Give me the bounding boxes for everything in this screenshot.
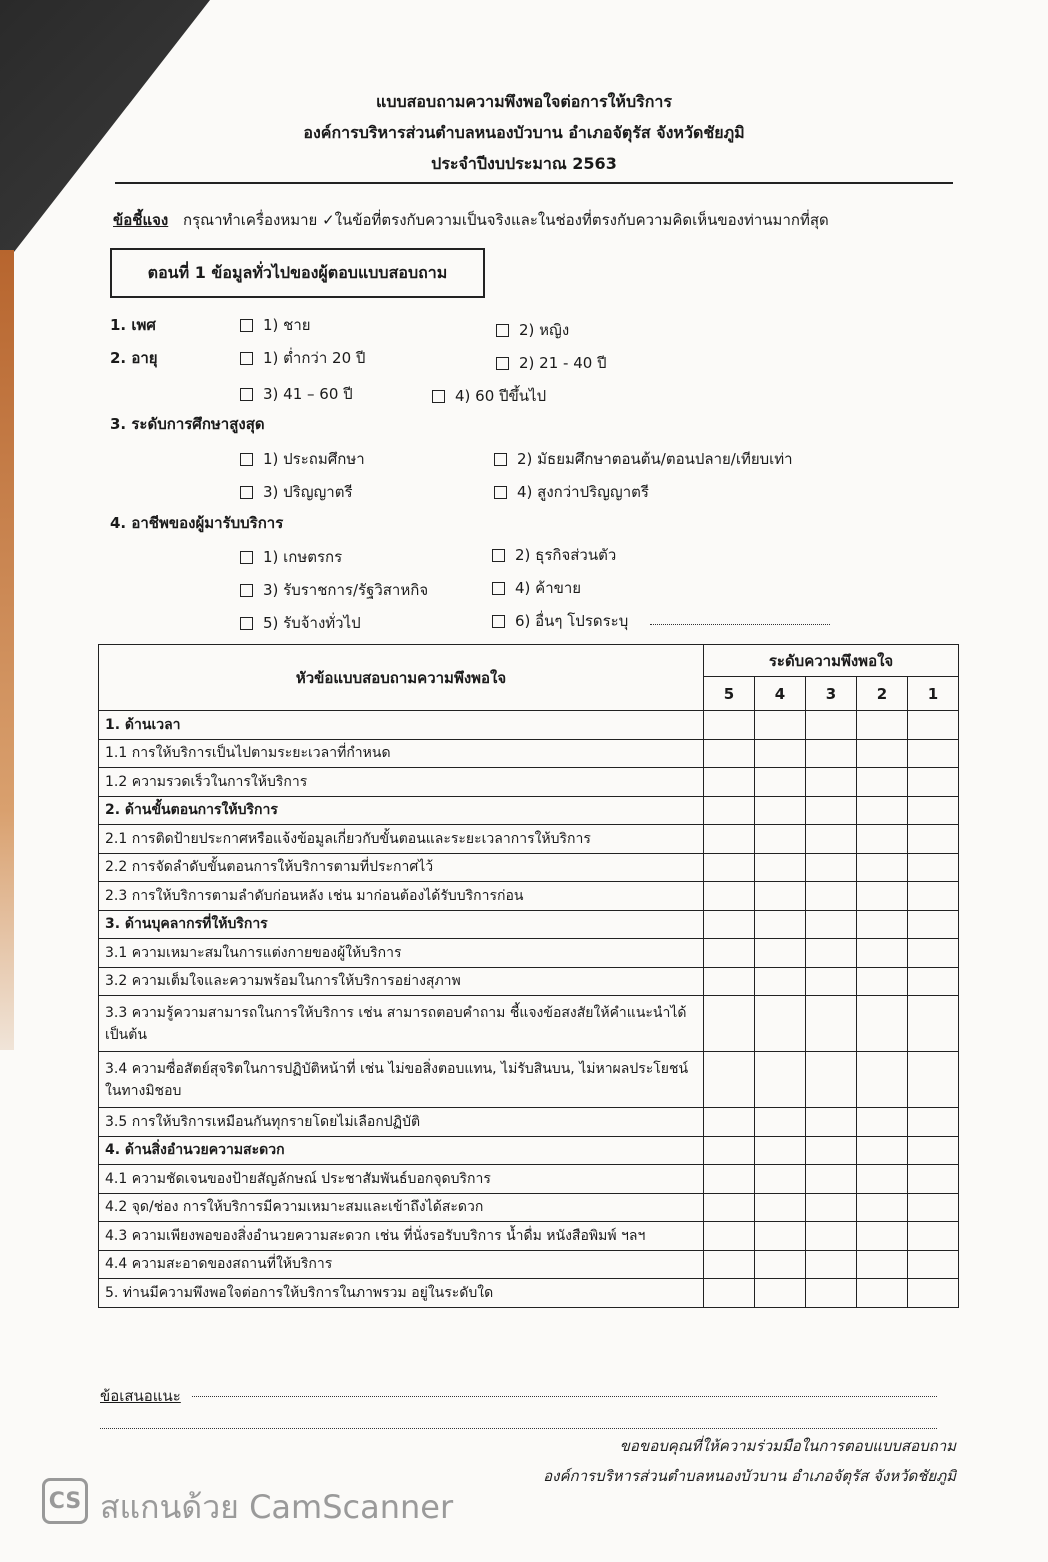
score-header-4: 4 [755, 677, 806, 711]
rating-cell-4[interactable] [755, 1193, 806, 1222]
instructions [113, 208, 829, 232]
rating-cell-1[interactable] [908, 1222, 959, 1251]
rating-cell-5[interactable] [704, 996, 755, 1052]
rating-cell-5[interactable] [704, 853, 755, 882]
rating-cell-3[interactable] [806, 1193, 857, 1222]
q4-label: 4. อาชีพของผู้มารับบริการ [110, 514, 284, 532]
checkbox-icon[interactable] [492, 549, 505, 562]
rating-cell-5[interactable] [704, 882, 755, 911]
row-label: 4.3 ความเพียงพอของสิ่งอำนวยความสะดวก เช่น ที่นั่งรอรับบริการ น้ำดื่ม หนังสือพิมพ์ ฯลฯ [99, 1222, 704, 1251]
q1-label: 1. เพศ [110, 316, 156, 334]
suggestion-line-1[interactable] [192, 1396, 937, 1397]
rating-cell-5[interactable] [704, 1136, 755, 1165]
rating-cell-5[interactable] [704, 1279, 755, 1308]
rating-cell-3[interactable] [806, 1222, 857, 1251]
rating-cell-5[interactable] [704, 1193, 755, 1222]
checkbox-icon[interactable] [496, 324, 509, 337]
rating-cell-3[interactable] [806, 853, 857, 882]
q3-option-1[interactable]: 1) ประถมศึกษา [240, 447, 365, 471]
row-label: 4.1 ความชัดเจนของป้ายสัญลักษณ์ ประชาสัมพันธ์บอกจุดบริการ [99, 1165, 704, 1194]
rating-cell-4[interactable] [755, 1279, 806, 1308]
rating-cell-3[interactable] [806, 939, 857, 968]
rating-cell-3[interactable] [806, 1108, 857, 1137]
row-label: 2.3 การให้บริการตามลำดับก่อนหลัง เช่น มาก่อนต้องได้รับบริการก่อน [99, 882, 704, 911]
rating-cell-4[interactable] [755, 768, 806, 797]
topic-header: หัวข้อแบบสอบถามความพึงพอใจ [99, 645, 704, 711]
rating-cell-1[interactable] [908, 1108, 959, 1137]
rating-cell-5[interactable] [704, 825, 755, 854]
level-header: ระดับความพึงพอใจ [704, 645, 959, 677]
q2-option-2[interactable]: 2) 21 - 40 ปี [496, 351, 607, 375]
suggestion-label: ข้อเสนอแนะ [100, 1387, 181, 1405]
rating-cell-1[interactable] [908, 939, 959, 968]
rating-cell-4[interactable] [755, 711, 806, 740]
rating-cell-1[interactable] [908, 768, 959, 797]
rating-cell-2[interactable] [857, 768, 908, 797]
rating-cell-2[interactable] [857, 1165, 908, 1194]
rating-cell-4[interactable] [755, 1250, 806, 1279]
checkbox-icon[interactable] [432, 390, 445, 403]
row-label: 4. ด้านสิ่งอำนวยความสะดวก [99, 1136, 704, 1165]
checkbox-icon[interactable] [496, 357, 509, 370]
table-row [99, 1222, 959, 1251]
table-row [99, 996, 959, 1052]
rating-cell-5[interactable] [704, 1165, 755, 1194]
rating-cell-2[interactable] [857, 939, 908, 968]
row-label: 4.2 จุด/ช่อง การให้บริการมีความเหมาะสมและเข้าถึงได้สะดวก [99, 1193, 704, 1222]
rating-cell-3[interactable] [806, 1279, 857, 1308]
row-label: 3.1 ความเหมาะสมในการแต่งกายของผู้ให้บริการ [99, 939, 704, 968]
rating-cell-4[interactable] [755, 939, 806, 968]
q3-option-4[interactable]: 4) สูงกว่าปริญญาตรี [494, 480, 649, 504]
row-label: 2.2 การจัดลำดับขั้นตอนการให้บริการตามที่ประกาศไว้ [99, 853, 704, 882]
category-row [99, 910, 959, 939]
rating-cell-2[interactable] [857, 853, 908, 882]
rating-cell-3[interactable] [806, 1136, 857, 1165]
table-row [99, 1108, 959, 1137]
checkbox-icon[interactable] [494, 486, 507, 499]
rating-cell-1[interactable] [908, 1052, 959, 1108]
table-row [99, 1193, 959, 1222]
header-divider [115, 182, 953, 184]
rating-cell-2[interactable] [857, 1052, 908, 1108]
score-header-5: 5 [704, 677, 755, 711]
rating-cell-5[interactable] [704, 739, 755, 768]
checkbox-icon[interactable] [492, 582, 505, 595]
rating-cell-2[interactable] [857, 1250, 908, 1279]
rating-cell-2[interactable] [857, 882, 908, 911]
q4-option-1[interactable]: 1) เกษตรกร [240, 545, 342, 569]
rating-cell-5[interactable] [704, 910, 755, 939]
rating-cell-1[interactable] [908, 739, 959, 768]
row-label: 3.4 ความซื่อสัตย์สุจริตในการปฏิบัติหน้าที่ เช่น ไม่ขอสิ่งตอบแทน, ไม่รับสินบน, ไม่หาผลประโยชน์ในทางมิชอบ [99, 1052, 704, 1108]
rating-cell-4[interactable] [755, 996, 806, 1052]
table-row [99, 825, 959, 854]
title-line-3: ประจำปีงบประมาณ 2563 [431, 154, 617, 173]
category-row [99, 711, 959, 740]
rating-cell-5[interactable] [704, 1052, 755, 1108]
rating-cell-4[interactable] [755, 967, 806, 996]
q1-option-1[interactable]: 1) ชาย [240, 313, 311, 337]
row-label: 3.3 ความรู้ความสามารถในการให้บริการ เช่น สามารถตอบคำถาม ชี้แจงข้อสงสัยให้คำแนะนำได้เป็นต้น [99, 996, 704, 1052]
checkbox-icon[interactable] [240, 584, 253, 597]
rating-cell-3[interactable] [806, 768, 857, 797]
rating-cell-2[interactable] [857, 711, 908, 740]
rating-cell-4[interactable] [755, 1165, 806, 1194]
title-line-2: องค์การบริหารส่วนตำบลหนองบัวบาน อำเภอจัตุรัส จังหวัดชัยภูมิ [303, 123, 745, 142]
table-row [99, 739, 959, 768]
rating-cell-1[interactable] [908, 967, 959, 996]
rating-cell-3[interactable] [806, 967, 857, 996]
rating-cell-3[interactable] [806, 882, 857, 911]
rating-cell-5[interactable] [704, 1250, 755, 1279]
q4-option-5[interactable]: 5) รับจ้างทั่วไป [240, 611, 361, 635]
rating-cell-2[interactable] [857, 1279, 908, 1308]
rating-cell-1[interactable] [908, 853, 959, 882]
table-row [99, 882, 959, 911]
satisfaction-table [98, 644, 959, 1308]
camscanner-logo: CS [42, 1478, 88, 1524]
q3-option-2[interactable]: 2) มัธยมศึกษาตอนต้น/ตอนปลาย/เทียบเท่า [494, 447, 793, 471]
row-label: 2.1 การติดป้ายประกาศหรือแจ้งข้อมูลเกี่ยวกับขั้นตอนและระยะเวลาการให้บริการ [99, 825, 704, 854]
row-label: 2. ด้านขั้นตอนการให้บริการ [99, 796, 704, 825]
other-specify-line[interactable] [650, 624, 830, 625]
rating-cell-4[interactable] [755, 1108, 806, 1137]
score-header-3: 3 [806, 677, 857, 711]
q3-label: 3. ระดับการศึกษาสูงสุด [110, 415, 265, 433]
rating-cell-1[interactable] [908, 1250, 959, 1279]
scan-edge-strip [0, 250, 14, 1050]
q4-option-2[interactable]: 2) ธุรกิจส่วนตัว [492, 543, 616, 567]
checkbox-icon[interactable] [240, 388, 253, 401]
rating-cell-4[interactable] [755, 796, 806, 825]
rating-cell-2[interactable] [857, 967, 908, 996]
row-label: 5. ท่านมีความพึงพอใจต่อการให้บริการในภาพรวม อยู่ในระดับใด [99, 1279, 704, 1308]
rating-cell-3[interactable] [806, 1052, 857, 1108]
rating-cell-2[interactable] [857, 1193, 908, 1222]
checkbox-icon[interactable] [240, 319, 253, 332]
rating-cell-2[interactable] [857, 910, 908, 939]
rating-cell-3[interactable] [806, 910, 857, 939]
checkbox-icon[interactable] [240, 551, 253, 564]
table-row [99, 967, 959, 996]
category-row [99, 1136, 959, 1165]
rating-cell-1[interactable] [908, 996, 959, 1052]
thanks-line-1: ขอขอบคุณที่ให้ความร่วมมือในการตอบแบบสอบถาม [619, 1437, 956, 1455]
title-line-1: แบบสอบถามความพึงพอใจต่อการให้บริการ [376, 92, 672, 111]
rating-cell-3[interactable] [806, 1165, 857, 1194]
checkbox-icon[interactable] [240, 486, 253, 499]
rating-cell-5[interactable] [704, 939, 755, 968]
checkbox-icon[interactable] [240, 617, 253, 630]
instructions-text: กรุณาทำเครื่องหมาย ✓ในข้อที่ตรงกับความเป็นจริงและในช่องที่ตรงกับความคิดเห็นของท่านมากที่สุด [183, 211, 829, 229]
row-label: 3.2 ความเต็มใจและความพร้อมในการให้บริการอย่างสุภาพ [99, 967, 704, 996]
rating-cell-4[interactable] [755, 739, 806, 768]
rating-cell-1[interactable] [908, 1193, 959, 1222]
rating-cell-5[interactable] [704, 967, 755, 996]
checkbox-icon[interactable] [492, 615, 505, 628]
rating-cell-3[interactable] [806, 739, 857, 768]
rating-cell-5[interactable] [704, 711, 755, 740]
rating-cell-1[interactable] [908, 1165, 959, 1194]
rating-cell-3[interactable] [806, 825, 857, 854]
row-label: 1. ด้านเวลา [99, 711, 704, 740]
thanks-line-2: องค์การบริหารส่วนตำบลหนองบัวบาน อำเภอจัตุรัส จังหวัดชัยภูมิ [543, 1467, 956, 1485]
q2-option-4[interactable]: 4) 60 ปีขึ้นไป [432, 384, 546, 408]
table-row [99, 1250, 959, 1279]
rating-cell-4[interactable] [755, 853, 806, 882]
q2-option-1[interactable]: 1) ต่ำกว่า 20 ปี [240, 346, 365, 370]
rating-cell-2[interactable] [857, 1222, 908, 1251]
checkbox-icon[interactable] [240, 453, 253, 466]
q4-option-4[interactable]: 4) ค้าขาย [492, 576, 581, 600]
rating-cell-1[interactable] [908, 796, 959, 825]
q3-option-3[interactable]: 3) ปริญญาตรี [240, 480, 353, 504]
rating-cell-4[interactable] [755, 825, 806, 854]
table-row [99, 1279, 959, 1308]
score-header-2: 2 [857, 677, 908, 711]
checkbox-icon[interactable] [240, 352, 253, 365]
rating-cell-3[interactable] [806, 1250, 857, 1279]
rating-cell-2[interactable] [857, 996, 908, 1052]
camscanner-watermark: สแกนด้วย CamScanner [100, 1488, 454, 1526]
rating-cell-2[interactable] [857, 739, 908, 768]
table-row [99, 939, 959, 968]
row-label: 3.5 การให้บริการเหมือนกันทุกรายโดยไม่เลือกปฏิบัติ [99, 1108, 704, 1137]
rating-cell-3[interactable] [806, 711, 857, 740]
rating-cell-4[interactable] [755, 882, 806, 911]
score-header-1: 1 [908, 677, 959, 711]
rating-cell-1[interactable] [908, 1136, 959, 1165]
table-row [99, 1052, 959, 1108]
rating-cell-1[interactable] [908, 882, 959, 911]
rating-cell-4[interactable] [755, 1052, 806, 1108]
rating-cell-4[interactable] [755, 1136, 806, 1165]
q4-option-6[interactable]: 6) อื่นๆ โปรดระบุ [492, 609, 628, 633]
rating-cell-2[interactable] [857, 796, 908, 825]
row-label: 1.1 การให้บริการเป็นไปตามระยะเวลาที่กำหนด [99, 739, 704, 768]
q1-option-2[interactable]: 2) หญิง [496, 318, 569, 342]
rating-cell-2[interactable] [857, 825, 908, 854]
checkbox-icon[interactable] [494, 453, 507, 466]
rating-cell-5[interactable] [704, 1108, 755, 1137]
rating-cell-1[interactable] [908, 910, 959, 939]
table-row [99, 768, 959, 797]
rating-cell-4[interactable] [755, 910, 806, 939]
rating-cell-4[interactable] [755, 1222, 806, 1251]
suggestion-line-2[interactable] [100, 1428, 937, 1429]
q4-option-3[interactable]: 3) รับราชการ/รัฐวิสาหกิจ [240, 578, 428, 602]
rating-cell-1[interactable] [908, 1279, 959, 1308]
table-row [99, 853, 959, 882]
rating-cell-5[interactable] [704, 768, 755, 797]
rating-cell-1[interactable] [908, 825, 959, 854]
rating-cell-1[interactable] [908, 711, 959, 740]
row-label: 4.4 ความสะอาดของสถานที่ให้บริการ [99, 1250, 704, 1279]
rating-cell-3[interactable] [806, 796, 857, 825]
rating-cell-2[interactable] [857, 1108, 908, 1137]
table-row [99, 1165, 959, 1194]
rating-cell-3[interactable] [806, 996, 857, 1052]
instructions-label: ข้อชี้แจง [113, 211, 169, 229]
category-row [99, 796, 959, 825]
rating-cell-5[interactable] [704, 1222, 755, 1251]
row-label: 1.2 ความรวดเร็วในการให้บริการ [99, 768, 704, 797]
row-label: 3. ด้านบุคลากรที่ให้บริการ [99, 910, 704, 939]
rating-cell-2[interactable] [857, 1136, 908, 1165]
rating-cell-5[interactable] [704, 796, 755, 825]
q2-option-3[interactable]: 3) 41 – 60 ปี [240, 382, 353, 406]
section-1-title: ตอนที่ 1 ข้อมูลทั่วไปของผู้ตอบแบบสอบถาม [110, 248, 485, 298]
q2-label: 2. อายุ [110, 349, 158, 367]
